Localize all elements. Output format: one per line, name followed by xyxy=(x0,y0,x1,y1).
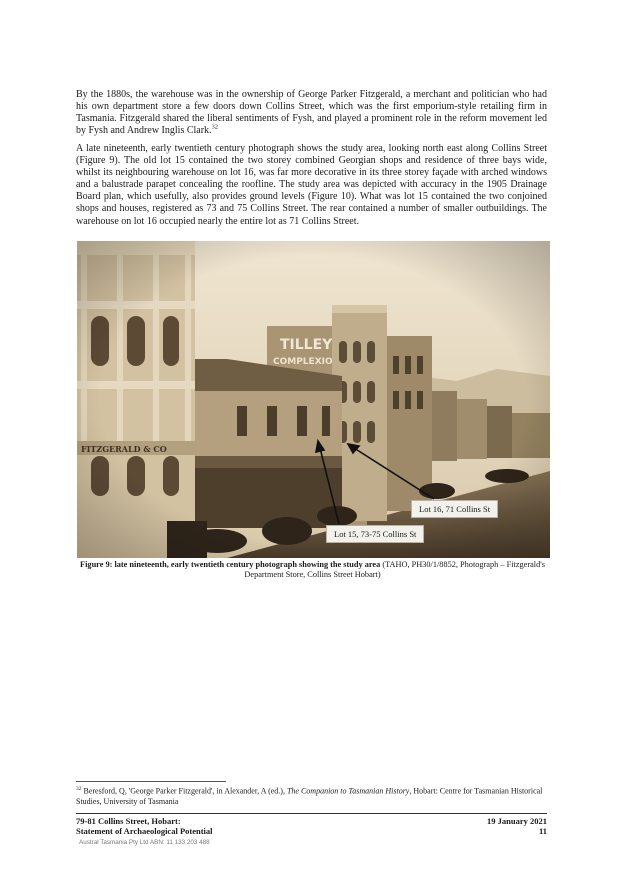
footer-meta xyxy=(487,816,547,836)
historic-photograph xyxy=(77,241,550,558)
page-number: 11 xyxy=(538,826,547,836)
footnote-book-title: The Companion to Tasmanian History xyxy=(286,786,410,796)
footer-date: 19 January 2021 xyxy=(487,816,547,826)
company-info: Austral Tasmania Pty Ltd ABN: 11 133 203 488 xyxy=(79,839,210,846)
paragraph-1-text: By the 1880s, the warehouse was in the ownership of George Parker Fitzgerald, a merchant and politician who had his own department store a few doors down Collins Street, which was the first emporium-style retailing firm in Tasmania. Fitzgerald shared the liberal sentiments of Fysh, and played a prominent role in the reform movement led by Fysh and Andrew Inglis Clark. xyxy=(76,89,547,137)
footnote xyxy=(76,784,546,807)
footer-title-line2: Statement of Archaeological Potential xyxy=(76,826,213,836)
footer-divider xyxy=(76,813,547,814)
footnote-reference[interactable]: 32 xyxy=(211,123,219,131)
callout-lot15: Lot 15, 73-75 Collins St xyxy=(326,525,424,543)
footnote-number: 32 xyxy=(76,786,82,792)
footnote-text-after: , Hobart: Centre for Tasmanian Historical Studies, University of Tasmania xyxy=(76,786,543,806)
body-paragraph-2: A late nineteenth, early twentieth century photograph shows the study area, looking north east along Collins Street (Figure 9). The old lot 15 contained the two storey combined Georgian shops and residence of three bays wide, whilst its neighbouring warehouse on lot 16, was far more decorative in its three storey façade with arched windows and a balustrade parapet concealing the roofline. The study area was depicted with accuracy in the 1905 Drainage Board plan, which usefully, also provides ground levels (Figure 10). What was lot 15 contained the two conjoined shops and houses, registered as 73 and 75 Collins Street. The rear contained a number of smaller outbuildings. The warehouse on lot 16 occupied nearly the entire lot as 71 Collins Street. xyxy=(76,143,547,227)
body-paragraph-1 xyxy=(76,89,547,137)
figure-caption xyxy=(76,560,549,580)
callout-lot16: Lot 16, 71 Collins St xyxy=(411,500,498,518)
caption-title: Figure 9: late nineteenth, early twentieth century photograph showing the study area xyxy=(80,560,381,569)
footnote-text-before: Beresford, Q, 'George Parker Fitzgerald', in Alexander, A (ed.), xyxy=(81,786,287,796)
footnote-divider xyxy=(76,781,226,782)
footer-title xyxy=(76,816,213,836)
caption-source: (TAHO, PH30/1/8852, Photograph – Fitzgerald's Department Store, Collins Street Hobart) xyxy=(244,560,545,579)
footer-title-line1: 79-81 Collins Street, Hobart: xyxy=(76,816,181,826)
